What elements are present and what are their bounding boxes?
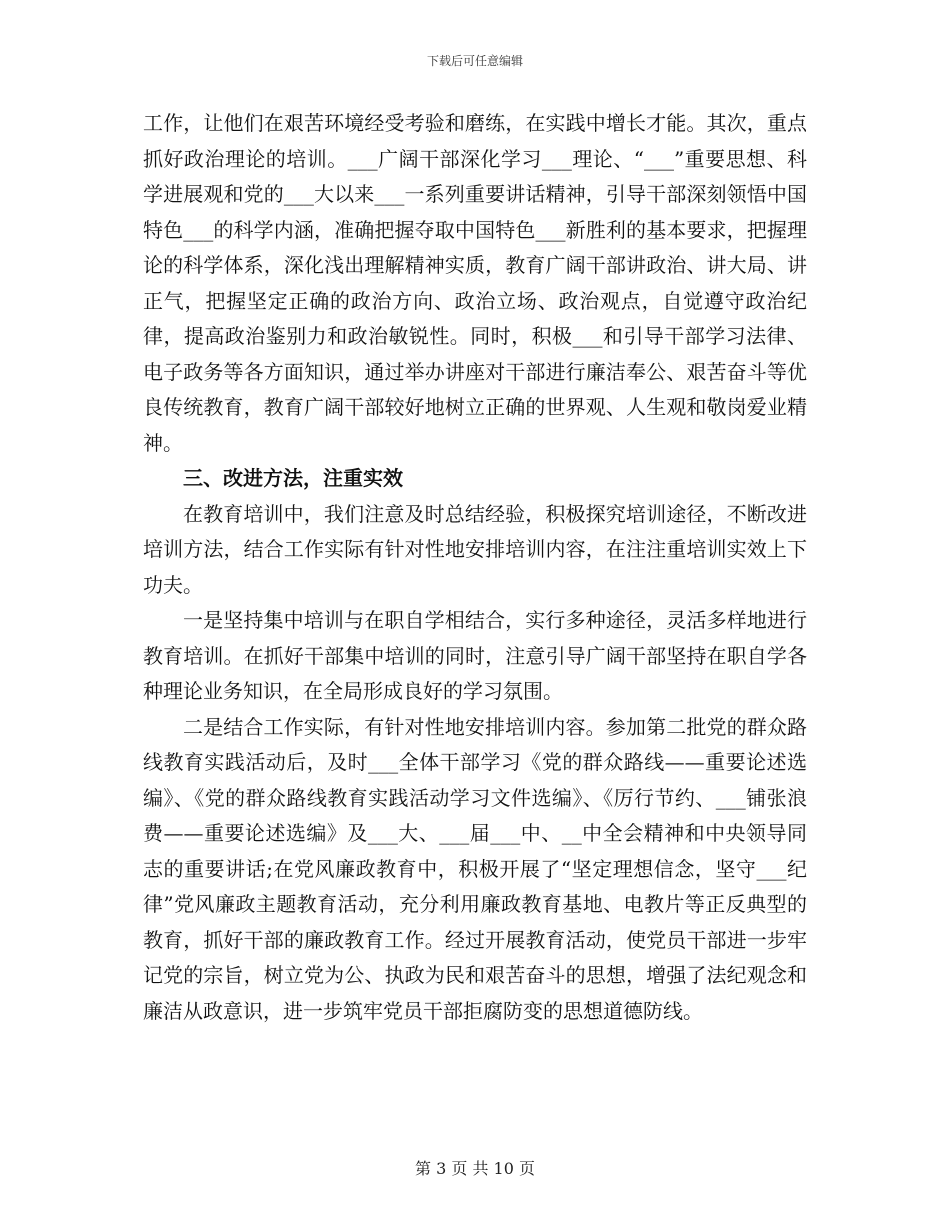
paragraph: 在教育培训中，我们注意及时总结经验，积极探究培训途径，不断改进培训方法，结合工作实际有针对性地安排培训内容，在注注重培训实效上下功夫。 xyxy=(143,501,807,597)
page-number: 第 3 页 共 10 页 xyxy=(415,1159,535,1178)
paragraph: 一是坚持集中培训与在职自学相结合，实行多种途径，灵活多样地进行教育培训。在抓好干部集中培训的同时，注意引导广阔干部坚持在职自学各种理论业务知识，在全局形成良好的学习氛围。 xyxy=(143,608,807,703)
paragraph: 二是结合工作实际，有针对性地安排培训内容。参加第二批党的群众路线教育实践活动后，及时___全体干部学习《党的群众路线——重要论述选编》、《党的群众路线教育实践活动学习文件选编》、《厉行节约、___铺张浪费——重要论述选编》及___大、___届___中、__中全会精神和中央领导同志的重要讲话;在党风廉政教育中，积极开展了“坚定理想信念，坚守___纪律”党风廉政主题教育活动，充分利用廉政教育基地、电教片等正反典型的教育，抓好干部的廉政教育工作。经过开展教育活动，使党员干部进一步牢记党的宗旨，树立党为公、执政为民和艰苦奋斗的思想，增强了法纪观念和廉洁从政意识，进一步筑牢党员干部拒腐防变的思想道德防线。 xyxy=(143,714,807,1023)
section-heading: 三、改进方法，注重实效 xyxy=(183,466,403,490)
page-header: 下载后可任意编辑 xyxy=(426,54,523,68)
paragraph-continued: 工作，让他们在艰苦环境经受考验和磨练，在实践中增长才能。其次，重点抓好政治理论的培训。___广阔干部深化学习___理论、“___”重要思想、科学进展观和党的___大以来___一系列重要讲话精神，引导干部深刻领悟中国特色___的科学内涵，准确把握夺取中国特色___新胜利的基本要求，把握理论的科学体系，深化浅出理解精神实质，教育广阔干部讲政治、讲大局、讲正气，把握坚定正确的政治方向、政治立场、政治观点，自觉遵守政治纪律，提高政治鉴别力和政治敏锐性。同时，积极___和引导干部学习法律、电子政务等各方面知识，通过举办讲座对干部进行廉洁奉公、艰苦奋斗等优良传统教育，教育广阔干部较好地树立正确的世界观、人生观和敬岗爱业精神。 xyxy=(143,111,807,455)
document-body xyxy=(143,106,807,1029)
